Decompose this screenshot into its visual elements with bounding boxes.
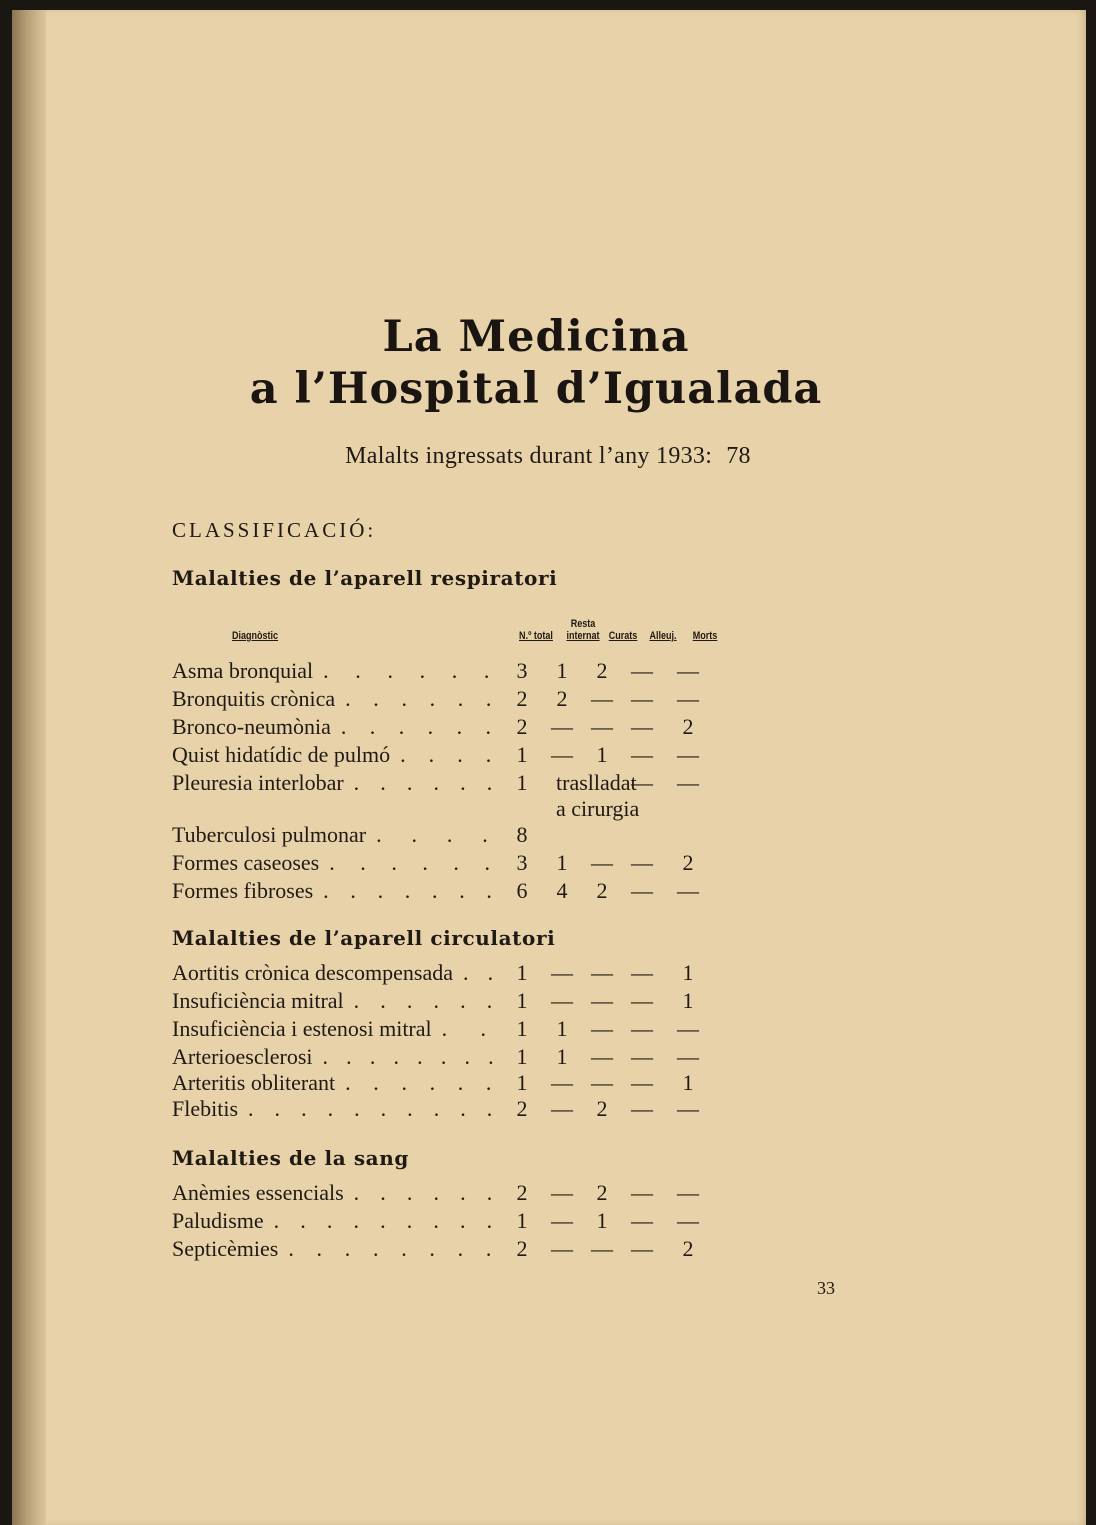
diagnosis-label: Asma bronquial <box>172 658 314 683</box>
cell-curats: — <box>591 714 613 739</box>
leader-dots: . . . . . . <box>353 988 500 1013</box>
cell-alleuj: — <box>631 714 653 739</box>
cell-alleuj: — <box>631 1044 653 1069</box>
cell-total: 1 <box>516 770 528 795</box>
cell-morts: — <box>677 658 699 683</box>
cell-total: 1 <box>516 1208 528 1233</box>
column-header-total <box>511 630 560 642</box>
column-header-cured-label: Curats <box>608 630 638 642</box>
column-header-remain-top: Resta <box>570 618 596 630</box>
section-heading-circulatory: Malalties de l’aparell circulatori <box>172 926 556 950</box>
table-row <box>0 878 1096 906</box>
diagnosis-label: Septicèmies <box>172 1236 279 1261</box>
diagnosis-label: Pleuresia interlobar <box>172 770 344 795</box>
page-title-line-1: La Medicina <box>382 312 690 362</box>
leader-dots: . . . . <box>376 822 500 847</box>
table-row <box>0 960 1096 988</box>
diagnosis-label: Formes fibroses <box>172 878 314 903</box>
cell-note-continued: a cirurgia <box>556 796 640 821</box>
column-header-total-label: N.º total <box>519 630 553 642</box>
table-row <box>0 1208 1096 1236</box>
diagnosis-label: Arteritis obliterant <box>172 1070 336 1095</box>
diagnosis-label: Insuficiència mitral <box>172 988 344 1013</box>
cell-total: 2 <box>516 686 528 711</box>
diagnosis-label: Aortitis crònica descompensada <box>172 960 454 985</box>
leader-dots: . . . . . . . . . . <box>248 1096 500 1121</box>
cell-total: 8 <box>516 822 528 847</box>
cell-total: 6 <box>516 878 528 903</box>
cell-internat: 1 <box>556 850 568 875</box>
cell-morts: — <box>677 1096 699 1121</box>
classification-heading: CLASSIFICACIÓ: <box>172 518 377 542</box>
cell-curats: — <box>591 686 613 711</box>
leader-dots: . . <box>441 1016 500 1041</box>
cell-morts: 2 <box>682 714 694 739</box>
table-row <box>0 988 1096 1016</box>
cell-curats: — <box>591 988 613 1013</box>
table-row <box>0 1236 1096 1264</box>
cell-total: 3 <box>516 658 528 683</box>
cell-alleuj: — <box>631 742 653 767</box>
cell-internat: 4 <box>556 878 568 903</box>
cell-alleuj: — <box>631 686 653 711</box>
column-header-remain-bottom: internat <box>566 630 600 642</box>
cell-internat: — <box>551 1180 573 1205</box>
column-header-diagnosis-label: Diagnòstic <box>231 630 279 642</box>
column-header-diagnosis <box>214 630 296 642</box>
table-row <box>0 742 1096 770</box>
cell-internat: 1 <box>556 1016 568 1041</box>
section-heading-respiratory: Malalties de l’aparell respiratori <box>172 566 558 590</box>
table-row <box>0 1044 1096 1072</box>
cell-alleuj: — <box>631 1208 653 1233</box>
cell-internat: — <box>551 714 573 739</box>
cell-alleuj: — <box>631 850 653 875</box>
cell-internat: — <box>551 1236 573 1261</box>
table-row <box>0 1180 1096 1208</box>
cell-morts: — <box>677 1180 699 1205</box>
cell-alleuj: — <box>631 658 653 683</box>
cell-total: 1 <box>516 988 528 1013</box>
cell-morts: 1 <box>682 1070 694 1095</box>
table-row <box>0 686 1096 714</box>
column-header-remain <box>563 618 604 642</box>
table-row <box>0 1096 1096 1124</box>
cell-curats: — <box>591 1016 613 1041</box>
diagnosis-label: Bronco-neumònia <box>172 714 331 739</box>
diagnosis-label: Bronquitis crònica <box>172 686 336 711</box>
cell-curats: 1 <box>596 1208 608 1233</box>
cell-morts: — <box>677 770 699 795</box>
cell-total: 3 <box>516 850 528 875</box>
cell-morts: — <box>677 1016 699 1041</box>
cell-alleuj: — <box>631 1016 653 1041</box>
leader-dots: . . . . . . <box>340 714 500 739</box>
leader-dots: . . . . . . <box>329 850 500 875</box>
diagnosis-label: Arterioesclerosi <box>172 1044 313 1069</box>
cell-alleuj: — <box>631 960 653 985</box>
cell-morts: — <box>677 686 699 711</box>
cell-curats: — <box>591 850 613 875</box>
leader-dots: . . . . <box>400 742 500 767</box>
cell-total: 1 <box>516 742 528 767</box>
cell-curats: — <box>591 960 613 985</box>
cell-total: 2 <box>516 1236 528 1261</box>
cell-morts: — <box>677 878 699 903</box>
column-header-cured <box>604 630 642 642</box>
cell-alleuj: — <box>631 1236 653 1261</box>
cell-internat: — <box>551 1070 573 1095</box>
table-row <box>0 770 1096 821</box>
diagnosis-label: Tuberculosi pulmonar <box>172 822 367 847</box>
cell-total: 1 <box>516 1016 528 1041</box>
cell-note: traslladat <box>556 770 637 795</box>
diagnosis-label: Formes caseoses <box>172 850 320 875</box>
leader-dots: . . . . . . <box>353 770 500 795</box>
cell-morts: 2 <box>682 850 694 875</box>
column-header-improved-label: Alleuj. <box>649 630 677 642</box>
cell-internat: 1 <box>556 658 568 683</box>
cell-total: 2 <box>516 714 528 739</box>
cell-total: 2 <box>516 1096 528 1121</box>
table-row <box>0 822 1096 850</box>
cell-internat: — <box>551 742 573 767</box>
leader-dots: . . . . . . . . <box>322 1044 500 1069</box>
leader-dots: . . . . . . <box>353 1180 500 1205</box>
diagnosis-label: Flebitis <box>172 1096 239 1121</box>
cell-total: 1 <box>516 1044 528 1069</box>
cell-alleuj: — <box>631 988 653 1013</box>
cell-morts: — <box>677 1044 699 1069</box>
cell-curats: — <box>591 1070 613 1095</box>
cell-curats: 2 <box>596 1096 608 1121</box>
cell-internat: 1 <box>556 1044 568 1069</box>
cell-alleuj: — <box>631 1070 653 1095</box>
cell-alleuj: — <box>631 1180 653 1205</box>
cell-curats: 2 <box>596 1180 608 1205</box>
table-row <box>0 714 1096 742</box>
cell-total: 1 <box>516 960 528 985</box>
leader-dots: . . . . . . <box>323 658 500 683</box>
cell-curats: — <box>591 1236 613 1261</box>
leader-dots: . . . . . . . . <box>288 1236 500 1261</box>
cell-alleuj: — <box>631 770 653 795</box>
table-row <box>0 1016 1096 1044</box>
section-heading-blood: Malalties de la sang <box>172 1146 409 1170</box>
leader-dots: . . <box>463 960 500 985</box>
page-title-line-2: a l’Hospital d’Igualada <box>249 364 823 414</box>
table-row <box>0 850 1096 878</box>
leader-dots: . . . . . . <box>345 686 500 711</box>
cell-curats: 2 <box>596 658 608 683</box>
cell-internat: — <box>551 988 573 1013</box>
subtitle-text: Malalts ingressats durant l’any 1933: <box>345 443 713 469</box>
patient-count: 78 <box>726 443 751 469</box>
cell-internat: 2 <box>556 686 568 711</box>
cell-total: 2 <box>516 1180 528 1205</box>
cell-internat: — <box>551 960 573 985</box>
column-header-improved <box>644 630 682 642</box>
cell-curats: 2 <box>596 878 608 903</box>
cell-morts: 2 <box>682 1236 694 1261</box>
cell-alleuj: — <box>631 878 653 903</box>
diagnosis-label: Paludisme <box>172 1208 264 1233</box>
column-header-deaths-label: Morts <box>692 630 718 642</box>
page-number: 33 <box>817 1278 835 1298</box>
cell-curats: 1 <box>596 742 608 767</box>
leader-dots: . . . . . . . . . <box>273 1208 500 1233</box>
cell-morts: — <box>677 1208 699 1233</box>
diagnosis-label: Anèmies essencials <box>172 1180 344 1205</box>
cell-internat: — <box>551 1096 573 1121</box>
leader-dots: . . . . . . . <box>323 878 500 903</box>
cell-internat: — <box>551 1208 573 1233</box>
leader-dots: . . . . . . <box>345 1070 500 1095</box>
cell-total: 1 <box>516 1070 528 1095</box>
column-header-deaths <box>686 630 724 642</box>
cell-curats: — <box>591 1044 613 1069</box>
table-row <box>0 1070 1096 1098</box>
diagnosis-label: Insuficiència i estenosi mitral <box>172 1016 432 1041</box>
cell-alleuj: — <box>631 1096 653 1121</box>
cell-morts: — <box>677 742 699 767</box>
table-row <box>0 658 1096 686</box>
diagnosis-label: Quist hidatídic de pulmó <box>172 742 391 767</box>
cell-morts: 1 <box>682 988 694 1013</box>
subtitle <box>0 443 1096 470</box>
cell-morts: 1 <box>682 960 694 985</box>
